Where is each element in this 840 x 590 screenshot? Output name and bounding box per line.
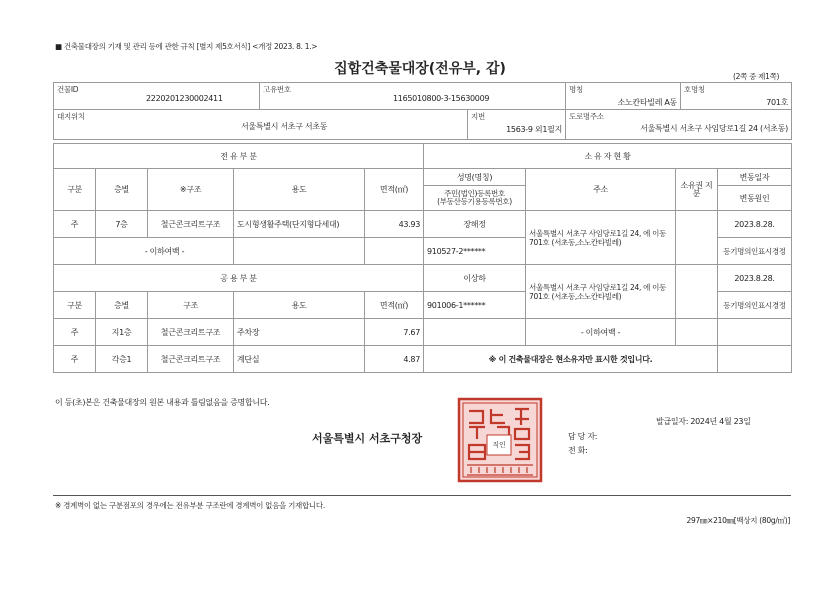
owner-2-id: 901006-1****** (424, 292, 526, 319)
owner-2-reason: 등기명의인표시경정 (718, 292, 792, 319)
owner-1-share (676, 211, 718, 265)
common-section-header: 공 용 부 분 (54, 265, 424, 292)
road-cell (566, 110, 792, 140)
ex-col-use: 용도 (234, 169, 365, 211)
owner-reason-header: 변동원인 (718, 186, 792, 211)
cm-col-structure: 구조 (148, 292, 234, 319)
unit-cell (681, 83, 792, 110)
bottom-divider (53, 495, 791, 496)
owner-1-name: 장해정 (424, 211, 526, 238)
unique-no-label: 고유번호 (263, 85, 291, 94)
ex-row-structure: 철근콘크리트구조 (148, 211, 234, 238)
unique-no-cell (260, 83, 566, 110)
exclusive-section-header: 전 유 부 분 (54, 144, 424, 169)
cm-row-1-structure: 철근콘크리트구조 (148, 319, 234, 346)
building-id-cell (54, 83, 260, 110)
cm-row-1-use: 주차장 (234, 319, 365, 346)
cm-col-area: 면적(㎡) (365, 292, 424, 319)
cm-row-1-area: 7.67 (365, 319, 424, 346)
owner-2-date: 2023.8.28. (718, 265, 792, 292)
road-label: 도로명주소 (569, 112, 604, 121)
owner-1-date: 2023.8.28. (718, 211, 792, 238)
lot-value: 1563-9 외1필지 (506, 125, 562, 134)
official-seal (457, 397, 543, 483)
ex-row-area: 43.93 (365, 211, 424, 238)
seal-center-mark: 직인 (492, 441, 506, 449)
form-note: ■ 건축물대장의 기재 및 관리 등에 관한 규칙 [별지 제5호서식] <개정 2023. 8. 1.> (55, 42, 318, 51)
issue-date: 발급일자: 2024년 4월 23일 (656, 417, 751, 426)
owner-address-header: 주소 (526, 169, 676, 211)
page-indicator: (2쪽 중 제1쪽) (733, 72, 780, 81)
owner-2-name: 이상하 (424, 265, 526, 292)
document-title: 집합건축물대장(전유부, 갑) (334, 61, 506, 77)
owner-2-share (676, 265, 718, 319)
name-label: 명칭 (569, 85, 583, 94)
name-value: 소노칸타빌레 A동 (617, 98, 677, 107)
owners-below-blank: - 이하여백 - (526, 319, 676, 346)
site-cell (54, 110, 468, 140)
lot-label: 지번 (471, 112, 485, 121)
cm-row-2-structure: 철근콘크리트구조 (148, 346, 234, 373)
road-value: 서울특별시 서초구 사임당로1길 24 (서초동) (640, 124, 788, 133)
cm-col-use: 용도 (234, 292, 365, 319)
issuer-name: 서울특별시 서초구청장 (312, 432, 423, 445)
owner-1-reason: 등기명의인표시경정 (718, 238, 792, 265)
owner-1-id: 910527-2****** (424, 238, 526, 265)
bottom-note: ※ 경계벽이 없는 구분점포의 경우에는 전유부분 구조란에 경계벽이 없음을 기재합니다. (55, 501, 325, 510)
owner-id-header: 주민(법인)등록번호 (부동산등기용등록번호) (424, 186, 526, 211)
contact-phone: 전 화: (568, 446, 588, 455)
building-id-label: 건물ID (57, 85, 79, 94)
cm-row-1-type: 주 (54, 319, 96, 346)
ex-row-use: 도시형생활주택(단지형다세대) (234, 211, 365, 238)
cm-row-2-area: 4.87 (365, 346, 424, 373)
main-table (53, 143, 792, 373)
header-table-2 (53, 109, 792, 140)
ex-row-floor: 7층 (96, 211, 148, 238)
cm-col-floor: 층별 (96, 292, 148, 319)
owners-section-header: 소 유 자 현 황 (424, 144, 792, 169)
owner-share-header: 소유권 지분 (676, 169, 718, 211)
cm-row-1-floor: 지1층 (96, 319, 148, 346)
name-cell (566, 83, 681, 110)
building-id-value: 2220201230002411 (146, 94, 223, 103)
header-table (53, 82, 792, 110)
owner-name-header: 성명(명칭) (424, 169, 526, 186)
cm-row-2-use: 계단실 (234, 346, 365, 373)
certify-text: 이 등(초)본은 건축물대장의 원본 내용과 틀림없음을 증명합니다. (55, 398, 270, 407)
owner-date-header: 변동일자 (718, 169, 792, 186)
owners-note: ※ 이 건축물대장은 현소유자만 표시한 것입니다. (424, 346, 718, 373)
site-label: 대지위치 (57, 112, 85, 121)
unit-label: 호명칭 (684, 85, 705, 94)
unit-value: 701호 (766, 98, 788, 107)
owner-2-address: 서울특별시 서초구 사임당로1길 24, 에 이동 701호 (서초동,소노칸타빌레) (526, 265, 676, 319)
owner-1-address: 서울특별시 서초구 사임당로1길 24, 에 이동 701호 (서초동,소노칸타빌레) (526, 211, 676, 265)
ex-row-type: 주 (54, 211, 96, 238)
cm-col-type: 구분 (54, 292, 96, 319)
site-value: 서울특별시 서초구 서초동 (241, 122, 328, 131)
unique-no-value: 1165010800-3-15630009 (393, 94, 490, 103)
contact-person: 담 당 자: (568, 432, 598, 441)
ex-col-area: 면적(㎡) (365, 169, 424, 211)
ex-below-blank: - 이하여백 - (96, 238, 234, 265)
paper-spec: 297㎜×210㎜[백상지 (80g/㎡)] (686, 516, 790, 525)
lot-cell (468, 110, 566, 140)
ex-col-structure: ※구조 (148, 169, 234, 211)
ex-col-type: 구분 (54, 169, 96, 211)
cm-row-2-floor: 각층1 (96, 346, 148, 373)
ex-col-floor: 층별 (96, 169, 148, 211)
cm-row-2-type: 주 (54, 346, 96, 373)
